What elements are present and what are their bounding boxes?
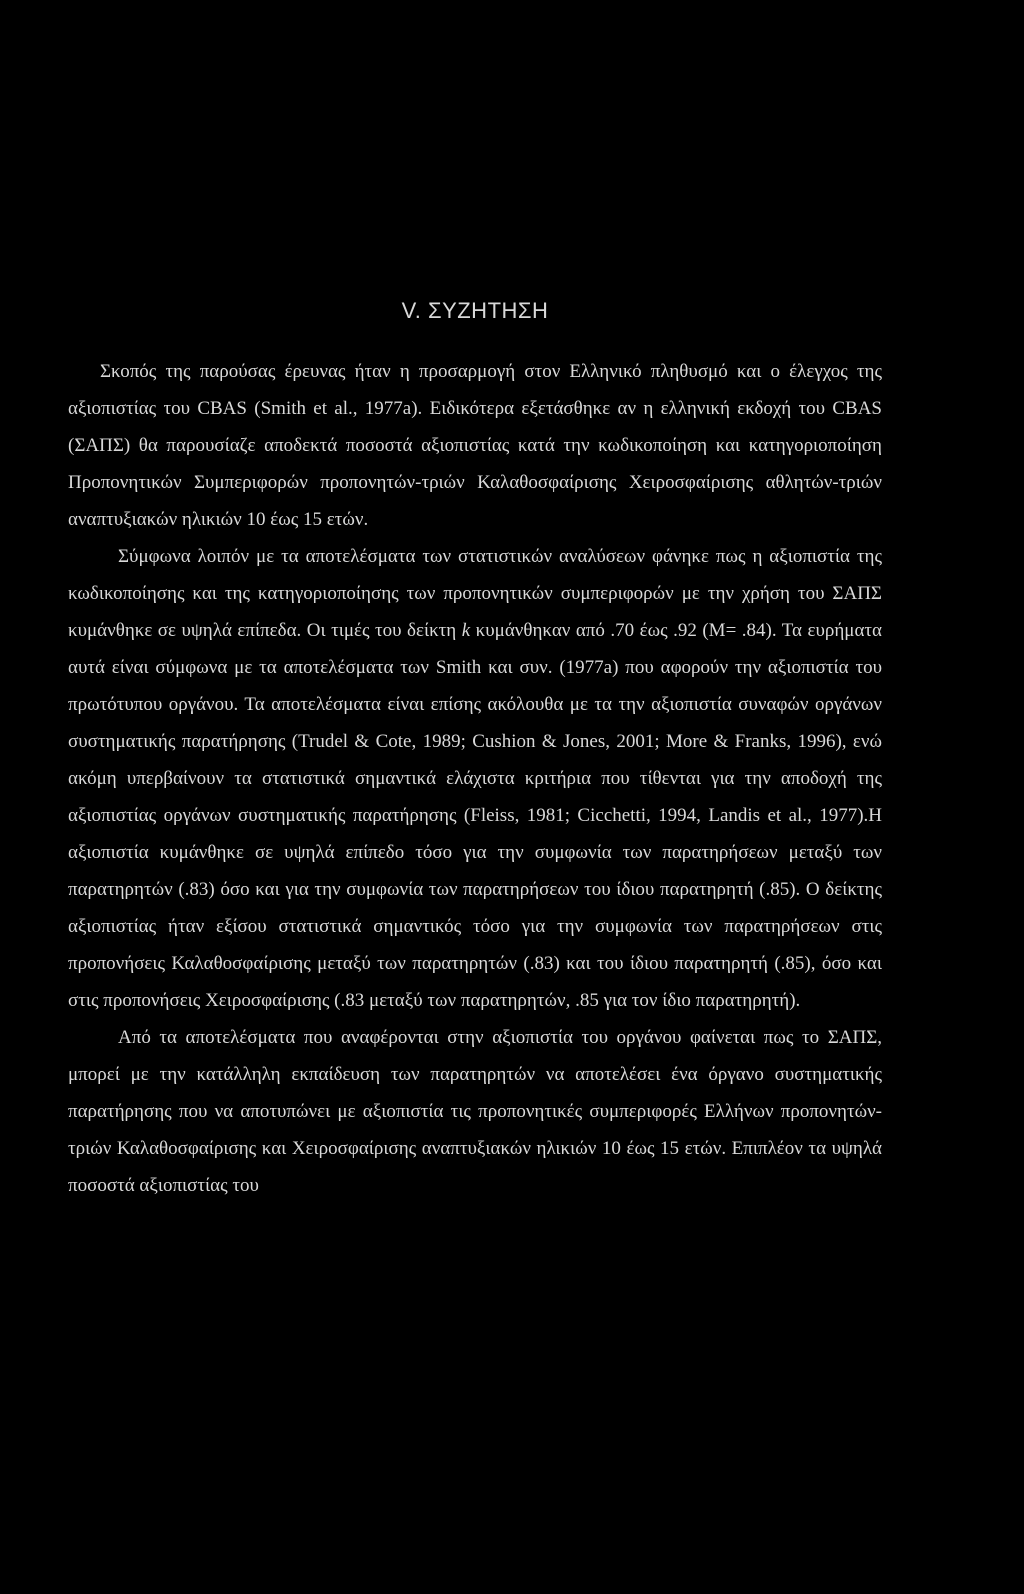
kappa-symbol: k [461,620,471,641]
paragraph-conclusion: Από τα αποτελέσματα που αναφέρονται στην αξιοπιστία του οργάνου φαίνεται πως το ΣΑΠΣ, μπορεί με την κατάλληλη εκπαίδευση των παρατηρητών να αποτελέσει ένα όργανο συστηματικής παρατήρησης που να αποτυπώνει με αξιοπιστία τις προπονητικές συμπεριφορές Ελλήνων προπονητών-τριών Καλαθοσφαίρισης και Χειροσφαίρισης αναπτυξιακών ηλικιών 10 έως 15 ετών. Επιπλέον τα υψηλά ποσοστά αξιοπιστίας του [68,1027,882,1196]
paragraph-aim: Σκοπός της παρούσας έρευνας ήταν η προσαρμογή στον Ελληνικό πληθυσμό και ο έλεγχος της αξιοπιστίας του CBAS (Smith et al., 1977a). Ειδικότερα εξετάσθηκε αν η ελληνική εκδοχή του CBAS (ΣΑΠΣ) θα παρουσίαζε αποδεκτά ποσοστά αξιοπιστίας κατά την κωδικοποίηση και κατηγοριοποίηση Προπονητικών Συμπεριφορών προπονητών-τριών Καλαθοσφαίρισης Χειροσφαίρισης αθλητών-τριών αναπτυξιακών ηλικιών 10 έως 15 ετών. [68,361,882,530]
section-heading: V. ΣΥΖΗΤΗΣΗ [401,298,549,323]
paragraph-results-part-1: Σύμφωνα λοιπόν με τα αποτελέσματα των στατιστικών αναλύσεων φάνηκε πως η αξιοπιστία της κωδικοποίησης και της κατηγοριοποίησης των προπονητικών συμπεριφορών με την χρήση του ΣΑΠΣ κυμάνθηκε σε υψηλά επίπεδα. Οι τιμές του δείκτη [68,546,882,641]
paragraph-results [68,538,882,1019]
paragraph-results-part-2: κυμάνθηκαν από .70 έως .92 (M= .84). Τα ευρήματα αυτά είναι σύμφωνα με τα αποτελέσματα των Smith και συν. (1977a) που αφορούν την αξιοπιστία του πρωτότυπου οργάνου. Τα αποτελέσματα είναι επίσης ακόλουθα με τα την αξιοπιστία συναφών οργάνων συστηματικής παρατήρησης (Trudel & Cote, 1989; Cushion & Jones, 2001; More & Franks, 1996), ενώ ακόμη υπερβαίνουν τα στατιστικά σημαντικά ελάχιστα κριτήρια που τίθενται για την αποδοχή της αξιοπιστίας οργάνων συστηματικής παρατήρησης (Fleiss, 1981; Cicchetti, 1994, Landis et al., 1977).Η αξιοπιστία κυμάνθηκε σε υψηλά επίπεδο τόσο για την συμφωνία των παρατηρήσεων μεταξύ των παρατηρητών (.83) όσο και για την συμφωνία των παρατηρήσεων του ίδιου παρατηρητή (.85). Ο δείκτης αξιοπιστίας ήταν εξίσου στατιστικά σημαντικός τόσο για την συμφωνία των παρατηρήσεων στις προπονήσεις Καλαθοσφαίρισης μεταξύ των παρατηρητών (.83) και του ίδιου παρατηρητή (.85), όσο και στις προπονήσεις Χειροσφαίρισης (.83 μεταξύ των παρατηρητών, .85 για τον ίδιο παρατηρητή). [68,620,883,1011]
body-text [68,353,882,1204]
